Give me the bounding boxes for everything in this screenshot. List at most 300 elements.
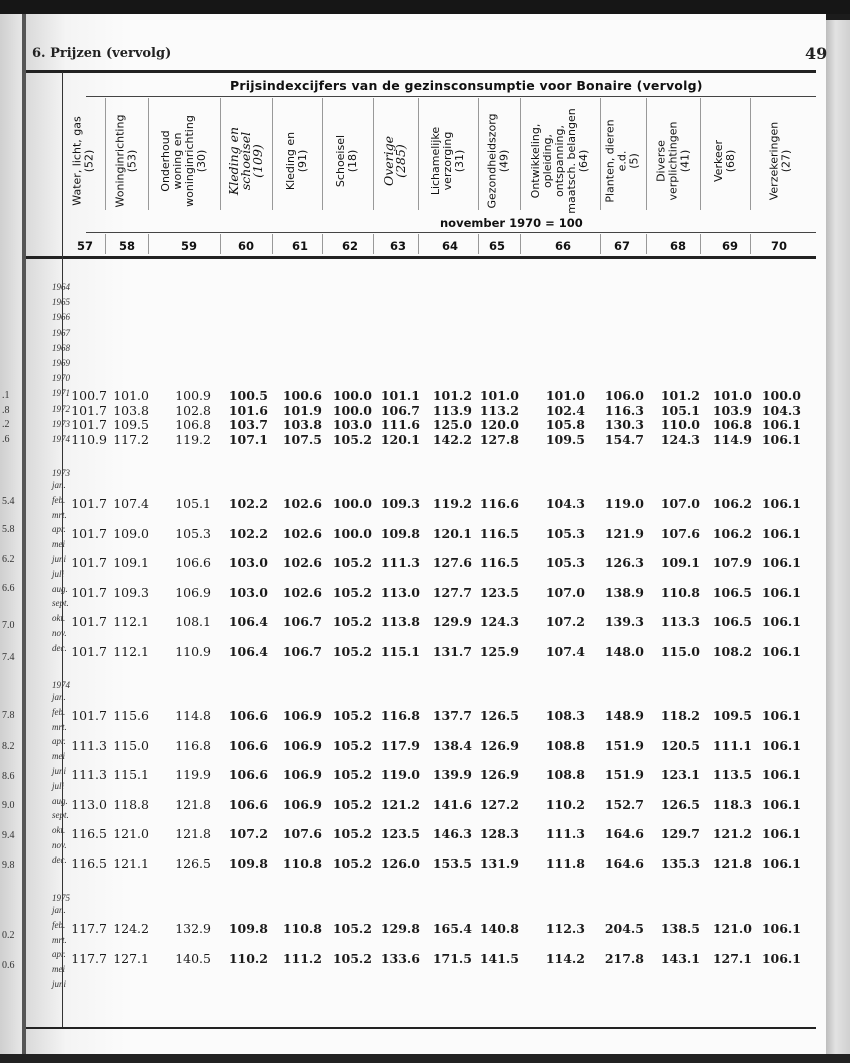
month-label: sept. [52, 598, 69, 609]
table-cell: 105.2 [332, 826, 372, 841]
column-header-65 [478, 92, 520, 230]
table-cell: 106.6 [228, 796, 268, 812]
month-label: mrt. [52, 509, 67, 520]
table-cell: 101.0 [545, 388, 585, 403]
table-bottom-rule [26, 1027, 816, 1029]
column-header-68 [646, 92, 700, 230]
table-cell: 164.6 [604, 855, 644, 871]
table-cell: 115.6 [113, 708, 149, 723]
table-cell: 148.9 [604, 708, 644, 723]
table-cell: 217.8 [604, 950, 644, 966]
table-cell: 106.9 [282, 737, 322, 753]
table-cell: 105.2 [332, 796, 372, 812]
table-cell: 106.6 [228, 737, 268, 753]
table-cell: 101.7 [71, 643, 107, 659]
table-cell: 106.1 [761, 855, 801, 871]
table-cell: 108.8 [545, 767, 585, 782]
table-cell: 106.9 [282, 796, 322, 812]
table-cell: 117.9 [380, 737, 420, 753]
table-cell: 129.7 [660, 826, 700, 841]
column-header-label: Overige (285) [381, 135, 409, 187]
table-cell: 127.1 [712, 950, 752, 966]
table-cell: 116.5 [71, 855, 107, 871]
table-cell: 109.8 [380, 525, 420, 541]
table-cell: 110.9 [175, 643, 211, 659]
table-cell: 123.5 [380, 826, 420, 841]
table-cell: 109.3 [113, 584, 149, 600]
table-cell: 105.1 [175, 496, 211, 511]
column-header-label: Verkeer (68) [712, 140, 737, 182]
table-cell: 108.2 [712, 643, 752, 659]
table-cell: 109.5 [712, 708, 752, 723]
table-cell: 113.3 [660, 614, 700, 629]
table-cell: 100.0 [761, 388, 801, 403]
column-number: 58 [118, 239, 135, 253]
header-divider [322, 234, 323, 254]
table-cell: 140.8 [479, 921, 519, 936]
table-cell: 102.8 [175, 402, 211, 418]
table-cell: 107.6 [282, 826, 322, 841]
page-edge-right [826, 20, 850, 1060]
table-cell: 105.2 [332, 950, 372, 966]
table-cell: 101.7 [71, 417, 107, 432]
table-cell: 105.3 [545, 525, 585, 541]
header-divider [373, 234, 374, 254]
table-cell: 106.6 [228, 708, 268, 723]
column-header-57 [62, 92, 105, 230]
table-cell: 105.2 [332, 921, 372, 936]
header-divider [646, 98, 647, 210]
year-label: 1971 [52, 388, 70, 399]
table-cell: 117.2 [113, 431, 149, 447]
month-label: aug. [52, 795, 68, 806]
month-label: mei [52, 964, 65, 975]
table-cell: 107.2 [228, 826, 268, 841]
month-label: juli [52, 568, 65, 579]
facing-page-value: 8.6 [2, 771, 15, 782]
table-cell: 106.1 [761, 431, 801, 447]
table-cell: 121.8 [175, 796, 211, 812]
table-cell: 171.5 [432, 950, 472, 966]
facing-page-value: 0.6 [2, 960, 15, 971]
facing-page-value: .2 [2, 419, 10, 430]
table-cell: 119.2 [175, 431, 211, 447]
table-cell: 139.3 [604, 614, 644, 629]
column-header-61 [272, 92, 322, 230]
table-cell: 106.1 [761, 708, 801, 723]
table-cell: 100.0 [332, 388, 372, 403]
table-cell: 116.5 [479, 555, 519, 570]
column-header-label: Woninginrichting (53) [113, 114, 139, 208]
table-cell: 110.9 [71, 431, 107, 447]
facing-page-value: .8 [2, 405, 10, 416]
table-cell: 126.0 [380, 855, 420, 871]
table-cell: 100.9 [175, 388, 211, 403]
facing-page-value: 0.2 [2, 930, 15, 941]
table-cell: 154.7 [604, 431, 644, 447]
table-cell: 151.9 [604, 767, 644, 782]
table-cell: 106.1 [761, 950, 801, 966]
year-label: 1965 [52, 297, 70, 308]
month-label: nov. [52, 628, 67, 638]
table-cell: 133.6 [380, 950, 420, 966]
month-label: juni [52, 554, 67, 564]
table-cell: 127.7 [432, 584, 472, 600]
table-cell: 103.7 [228, 417, 268, 432]
table-cell: 101.7 [71, 708, 107, 723]
table-cell: 106.2 [712, 525, 752, 541]
table-cell: 101.9 [282, 402, 322, 418]
month-label: dec. [52, 642, 67, 653]
table-cell: 143.1 [660, 950, 700, 966]
table-cell: 123.5 [479, 584, 519, 600]
header-divider [373, 98, 374, 210]
table-cell: 101.7 [71, 614, 107, 629]
scan-bottom-border [0, 1054, 850, 1063]
table-cell: 102.6 [282, 496, 322, 511]
facing-page-value: 8.2 [2, 741, 15, 752]
table-cell: 113.8 [380, 614, 420, 629]
month-label: nov. [52, 840, 67, 850]
table-cell: 102.6 [282, 525, 322, 541]
table-cell: 120.0 [479, 417, 519, 432]
header-divider [478, 98, 479, 210]
column-header-62 [322, 92, 373, 230]
header-divider [700, 98, 701, 210]
table-cell: 119.9 [175, 767, 211, 782]
table-cell: 103.8 [113, 402, 149, 418]
table-cell: 123.1 [660, 767, 700, 782]
base-underline [86, 232, 816, 233]
month-label: mrt. [52, 721, 67, 732]
column-header-label: Onderhoud woning en woninginrichting (30) [159, 115, 209, 207]
table-cell: 101.2 [432, 388, 472, 403]
table-cell: 106.4 [228, 614, 268, 629]
table-cell: 104.3 [761, 402, 801, 418]
table-cell: 106.6 [175, 555, 211, 570]
table-cell: 120.1 [432, 525, 472, 541]
table-cell: 127.1 [113, 950, 149, 966]
table-cell: 106.1 [761, 767, 801, 782]
column-number: 61 [291, 239, 308, 253]
month-label: jan. [52, 905, 66, 915]
month-label: okt. [52, 613, 66, 624]
table-cell: 110.8 [282, 855, 322, 871]
table-cell: 100.7 [71, 388, 107, 403]
table-cell: 106.2 [712, 496, 752, 511]
table-cell: 124.3 [660, 431, 700, 447]
header-divider [105, 234, 106, 254]
table-cell: 101.7 [71, 496, 107, 511]
year-label: 1969 [52, 358, 70, 368]
month-label: okt. [52, 825, 66, 836]
table-cell: 107.2 [545, 614, 585, 629]
column-number: 64 [441, 239, 458, 253]
table-cell: 148.0 [604, 643, 644, 659]
table-cell: 121.8 [712, 855, 752, 871]
month-label: juni [52, 766, 67, 776]
table-cell: 104.3 [545, 496, 585, 511]
table-cell: 121.2 [380, 796, 420, 812]
column-number: 70 [770, 239, 787, 253]
table-cell: 108.8 [545, 737, 585, 753]
column-header-58 [105, 92, 148, 230]
table-cell: 115.0 [113, 737, 149, 753]
year-label: 1964 [52, 282, 70, 292]
table-cell: 126.9 [479, 767, 519, 782]
facing-page-edge [0, 14, 24, 1054]
table-cell: 126.5 [175, 855, 211, 871]
column-header-label: Kleding en (91) [284, 131, 310, 191]
table-cell: 114.2 [545, 950, 585, 966]
table-cell: 138.4 [432, 737, 472, 753]
header-divider [600, 98, 601, 210]
table-cell: 111.8 [545, 855, 585, 871]
facing-page-value: 9.0 [2, 800, 15, 811]
year-label: 1970 [52, 373, 70, 384]
table-cell: 101.7 [71, 525, 107, 541]
header-divider [322, 98, 323, 210]
column-number: 62 [341, 239, 358, 253]
table-cell: 101.7 [71, 584, 107, 600]
column-header-59 [148, 92, 220, 230]
table-cell: 113.0 [71, 796, 107, 812]
table-cell: 103.0 [228, 584, 268, 600]
header-divider [220, 234, 221, 254]
table-cell: 101.0 [712, 388, 752, 403]
table-cell: 135.3 [660, 855, 700, 871]
table-cell: 106.9 [282, 767, 322, 782]
table-cell: 109.5 [545, 431, 585, 447]
facing-page-value: 9.8 [2, 860, 15, 871]
table-cell: 105.3 [545, 555, 585, 570]
table-cell: 111.6 [380, 417, 420, 432]
table-cell: 106.1 [761, 555, 801, 570]
table-cell: 103.0 [332, 417, 372, 432]
table-cell: 125.0 [432, 417, 472, 432]
table-cell: 138.9 [604, 584, 644, 600]
table-cell: 107.0 [545, 584, 585, 600]
table-cell: 109.5 [113, 417, 149, 432]
header-divider [272, 234, 273, 254]
table-cell: 140.5 [175, 950, 211, 966]
table-cell: 121.8 [175, 826, 211, 841]
table-cell: 126.9 [479, 737, 519, 753]
table-cell: 126.3 [604, 555, 644, 570]
facing-page-value: 7.0 [2, 620, 15, 631]
table-cell: 112.1 [113, 643, 149, 659]
column-header-label: Schoeisel (18) [334, 134, 360, 188]
column-header-label: Lichamelijke verzorging (31) [429, 126, 466, 196]
column-number: 57 [76, 239, 93, 253]
month-label: juni [52, 979, 67, 989]
table-title: Prijsindexcijfers van de gezinsconsumptie voor Bonaire (vervolg) [230, 78, 703, 93]
scan-top-border [0, 0, 850, 14]
table-cell: 111.2 [282, 950, 322, 966]
year-label: 1968 [52, 342, 70, 353]
column-header-label: Water, licht, gas (52) [70, 116, 96, 206]
month-label: apr. [52, 524, 66, 535]
table-cell: 126.5 [479, 708, 519, 723]
table-cell: 106.1 [761, 737, 801, 753]
header-divider [600, 234, 601, 254]
table-cell: 105.2 [332, 708, 372, 723]
table-cell: 105.2 [332, 643, 372, 659]
table-cell: 102.4 [545, 402, 585, 418]
header-divider [105, 98, 106, 210]
table-cell: 106.5 [712, 614, 752, 629]
month-label: mei [52, 539, 65, 550]
table-cell: 118.8 [113, 796, 149, 812]
table-cell: 106.7 [282, 643, 322, 659]
table-cell: 118.2 [660, 708, 700, 723]
month-label: feb. [52, 706, 66, 717]
table-cell: 111.3 [380, 555, 420, 570]
table-cell: 116.8 [175, 737, 211, 753]
table-cell: 131.9 [479, 855, 519, 871]
column-number: 66 [554, 239, 571, 253]
column-header-label: Diverse verplichtingen (41) [654, 121, 692, 201]
column-number: 63 [389, 239, 406, 253]
facing-page-value: 6.6 [2, 583, 15, 594]
table-cell: 100.0 [332, 402, 372, 418]
table-cell: 106.1 [761, 417, 801, 432]
column-header-67 [600, 92, 646, 230]
table-cell: 151.9 [604, 737, 644, 753]
month-label: mrt. [52, 934, 67, 945]
table-cell: 103.9 [712, 402, 752, 418]
table-cell: 114.9 [712, 431, 752, 447]
year-label: 1972 [52, 403, 70, 414]
column-number: 59 [180, 239, 197, 253]
table-cell: 121.0 [712, 921, 752, 936]
table-cell: 103.8 [282, 417, 322, 432]
table-cell: 106.1 [761, 614, 801, 629]
block-year-label: 1973 [52, 468, 70, 478]
table-cell: 109.8 [228, 855, 268, 871]
table-cell: 110.0 [660, 417, 700, 432]
header-divider [418, 234, 419, 254]
table-cell: 137.7 [432, 708, 472, 723]
table-cell: 115.1 [113, 767, 149, 782]
table-cell: 101.7 [71, 402, 107, 418]
table-cell: 105.2 [332, 555, 372, 570]
table-cell: 110.8 [660, 584, 700, 600]
table-cell: 165.4 [432, 921, 472, 936]
table-cell: 103.0 [228, 555, 268, 570]
table-cell: 138.5 [660, 921, 700, 936]
month-label: dec. [52, 854, 67, 865]
block-year-label: 1974 [52, 680, 70, 690]
table-cell: 107.1 [228, 431, 268, 447]
table-cell: 106.1 [761, 525, 801, 541]
table-cell: 116.6 [479, 496, 519, 511]
table-cell: 124.3 [479, 614, 519, 629]
month-label: apr. [52, 736, 66, 747]
table-cell: 119.2 [432, 496, 472, 511]
table-cell: 131.7 [432, 643, 472, 659]
table-cell: 121.2 [712, 826, 752, 841]
table-cell: 121.1 [113, 855, 149, 871]
table-cell: 105.2 [332, 737, 372, 753]
month-label: mei [52, 751, 65, 762]
table-cell: 109.0 [113, 525, 149, 541]
month-label: apr. [52, 949, 66, 960]
table-cell: 141.5 [479, 950, 519, 966]
table-cell: 119.0 [604, 496, 644, 511]
table-cell: 101.2 [660, 388, 700, 403]
column-number: 60 [237, 239, 254, 253]
column-header-69 [700, 92, 750, 230]
column-number: 67 [613, 239, 630, 253]
table-cell: 164.6 [604, 826, 644, 841]
table-cell: 116.3 [604, 402, 644, 418]
table-cell: 105.2 [332, 431, 372, 447]
table-cell: 120.5 [660, 737, 700, 753]
table-cell: 102.2 [228, 496, 268, 511]
table-cell: 106.5 [712, 584, 752, 600]
table-cell: 115.1 [380, 643, 420, 659]
table-cell: 115.0 [660, 643, 700, 659]
table-cell: 108.1 [175, 614, 211, 629]
table-cell: 119.0 [380, 767, 420, 782]
column-number: 69 [721, 239, 738, 253]
table-cell: 128.3 [479, 826, 519, 841]
column-number: 65 [488, 239, 505, 253]
top-rule [26, 70, 816, 73]
facing-page-value: 5.4 [2, 496, 15, 507]
table-cell: 118.3 [712, 796, 752, 812]
month-label: juli [52, 780, 65, 791]
table-cell: 106.1 [761, 584, 801, 600]
table-cell: 120.1 [380, 431, 420, 447]
table-cell: 111.3 [71, 767, 107, 782]
year-label: 1974 [52, 434, 70, 444]
column-header-64 [418, 92, 478, 230]
month-label: jan. [52, 480, 66, 490]
month-label: jan. [52, 692, 66, 702]
column-header-label: Planten, dieren e.d. (5) [604, 119, 641, 203]
table-cell: 107.0 [660, 496, 700, 511]
table-cell: 100.6 [282, 388, 322, 403]
table-cell: 114.8 [175, 708, 211, 723]
table-cell: 132.9 [175, 921, 211, 936]
table-cell: 116.8 [380, 708, 420, 723]
table-cell: 113.0 [380, 584, 420, 600]
table-cell: 153.5 [432, 855, 472, 871]
table-cell: 107.6 [660, 525, 700, 541]
header-divider [148, 98, 149, 210]
table-cell: 101.0 [479, 388, 519, 403]
table-cell: 127.8 [479, 431, 519, 447]
table-cell: 106.8 [712, 417, 752, 432]
table-cell: 106.4 [228, 643, 268, 659]
header-divider [646, 234, 647, 254]
header-divider [272, 98, 273, 210]
column-header-66 [520, 92, 600, 230]
table-cell: 112.1 [113, 614, 149, 629]
table-cell: 106.8 [175, 417, 211, 432]
table-cell: 127.6 [432, 555, 472, 570]
header-divider [418, 98, 419, 210]
table-cell: 110.8 [282, 921, 322, 936]
table-cell: 113.2 [479, 402, 519, 418]
table-cell: 106.1 [761, 921, 801, 936]
header-divider [750, 98, 751, 210]
table-cell: 106.1 [761, 826, 801, 841]
table-cell: 116.5 [71, 826, 107, 841]
table-cell: 108.3 [545, 708, 585, 723]
